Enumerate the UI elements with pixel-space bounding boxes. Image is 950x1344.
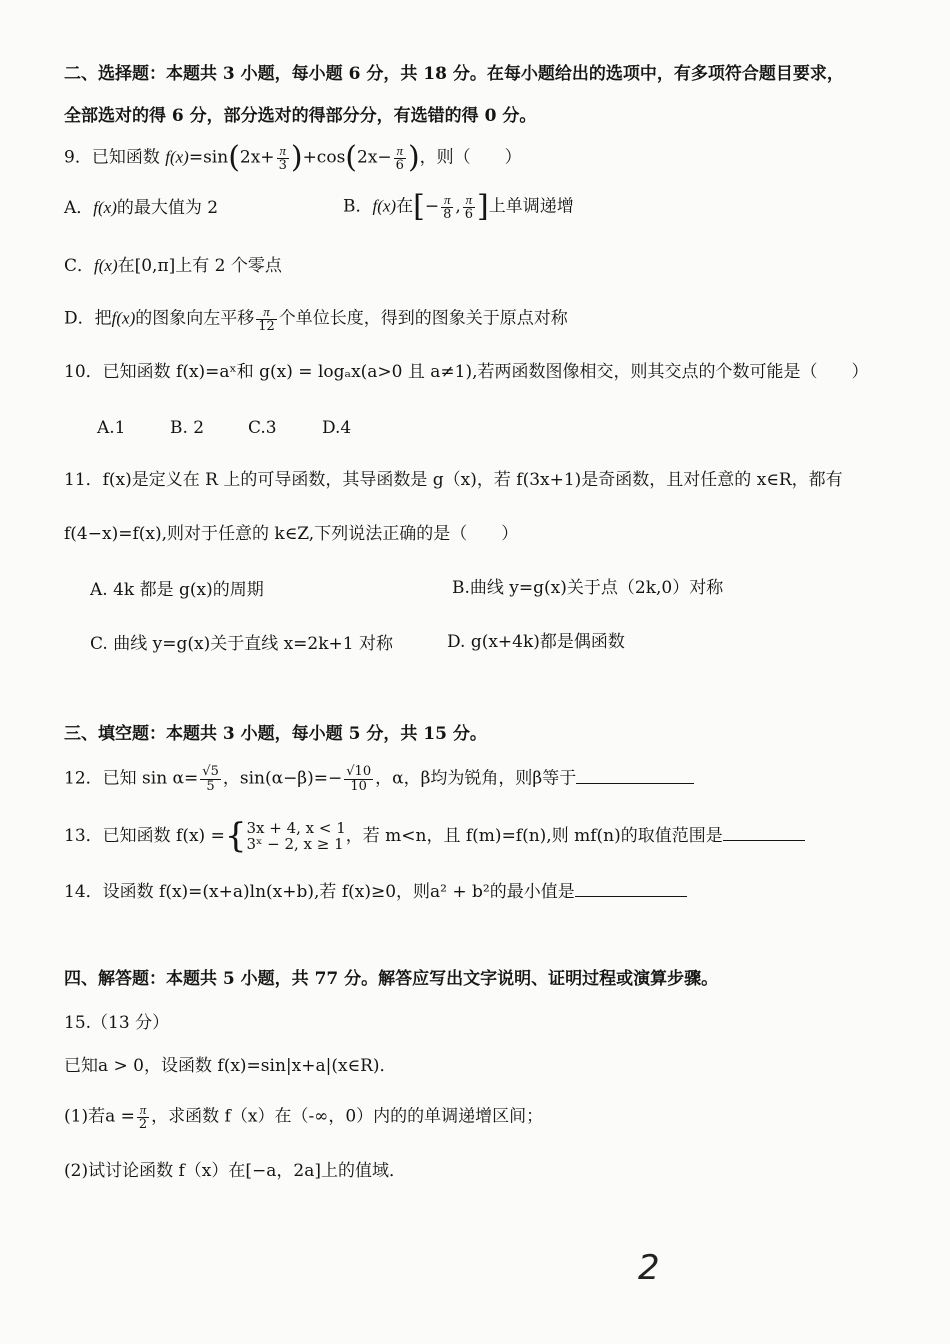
question-10-stem: 10．已知函数 f(x)=aˣ和 g(x) = logₐx(a>0 且 a≠1),若两函数图像相交，则其交点的个数可能是（ ）: [64, 362, 869, 382]
question-9-stem: 9．已知函数 f(x)=sin(2x+ $\frac{\pi}{3}$ )+cos(2x− $\frac{\pi}{6}$ )，则（ ）: [64, 140, 522, 175]
question-9-option-c: C．f(x)在[0,π]上有 2 个零点: [64, 256, 282, 276]
question-9-option-a: A．f(x)的最大值为 2: [64, 198, 219, 218]
question-15-title: 15.（13 分）: [64, 1013, 170, 1033]
question-14: 14．设函数 f(x)=(x+a)ln(x+b),若 f(x)≥0，则a² + b²的最小值是: [64, 880, 687, 902]
question-15-part1: (1)若a = $\frac{\pi}{2}$ ，求函数 f（x）在（-∞，0）内的的单调递增区间；: [64, 1102, 544, 1132]
section2-heading-line2: 全部选对的得 6 分，部分选对的得部分分，有选错的得 0 分。: [64, 106, 537, 126]
answer-blank: [575, 880, 687, 897]
question-10-option-c: C.3: [248, 418, 277, 438]
question-15-part2: (2)试讨论函数 f（x）在[−a，2a]上的值域．: [64, 1161, 406, 1181]
question-11-option-a: A. 4k 都是 g(x)的周期: [90, 580, 264, 600]
question-10-option-b: B. 2: [170, 418, 205, 438]
section3-heading: 三、填空题：本题共 3 小题，每小题 5 分，共 15 分。: [64, 724, 487, 744]
section2-heading-line1: 二、选择题：本题共 3 小题，每小题 6 分，共 18 分。在每小题给出的选项中，有多项符合题目要求，: [64, 64, 844, 84]
answer-blank: [576, 767, 694, 784]
section4-heading: 四、解答题：本题共 5 小题，共 77 分。解答应写出文字说明、证明过程或演算步骤。: [64, 969, 719, 989]
question-11-option-d: D. g(x+4k)都是偶函数: [447, 632, 625, 652]
question-10-option-d: D.4: [322, 418, 352, 438]
page-number: 2: [638, 1248, 660, 1288]
question-11-stem-line1: 11．f(x)是定义在 R 上的可导函数，其导函数是 g（x)，若 f(3x+1)是奇函数，且对任意的 x∈R，都有: [64, 470, 843, 490]
question-13: 13．已知函数 f(x) ={ 3x + 4, x < 1 3ˣ − 2, x ≥ 1 ，若 m<n，且 f(m)=f(n),则 mf(n)的取值范围是: [64, 816, 805, 857]
question-15-given: 已知a > 0，设函数 f(x)=sin|x+a|(x∈R)．: [64, 1056, 397, 1076]
question-11-option-c: C. 曲线 y=g(x)关于直线 x=2k+1 对称: [90, 634, 394, 654]
question-11-option-b: B.曲线 y=g(x)关于点（2k,0）对称: [452, 578, 724, 598]
question-9-option-b: B．f(x)在[− $\frac{\pi}{8}$ , $\frac{\pi}{6}$ ]上单调递增: [343, 189, 574, 224]
question-12: 12．已知 sin α= $\frac{√5}{5}$ ，sin(α−β)=− $\frac{√10}{10}$ ，α，β均为锐角，则β等于: [64, 765, 694, 793]
answer-blank: [723, 824, 805, 841]
question-9-option-d: D．把f(x)的图象向左平移 $\frac{\pi}{12}$ 个单位长度，得到的图象关于原点对称: [64, 304, 568, 334]
question-11-stem-line2: f(4−x)=f(x),则对于任意的 k∈Z,下列说法正确的是（ ）: [64, 524, 519, 544]
question-10-option-a: A.1: [97, 418, 126, 438]
